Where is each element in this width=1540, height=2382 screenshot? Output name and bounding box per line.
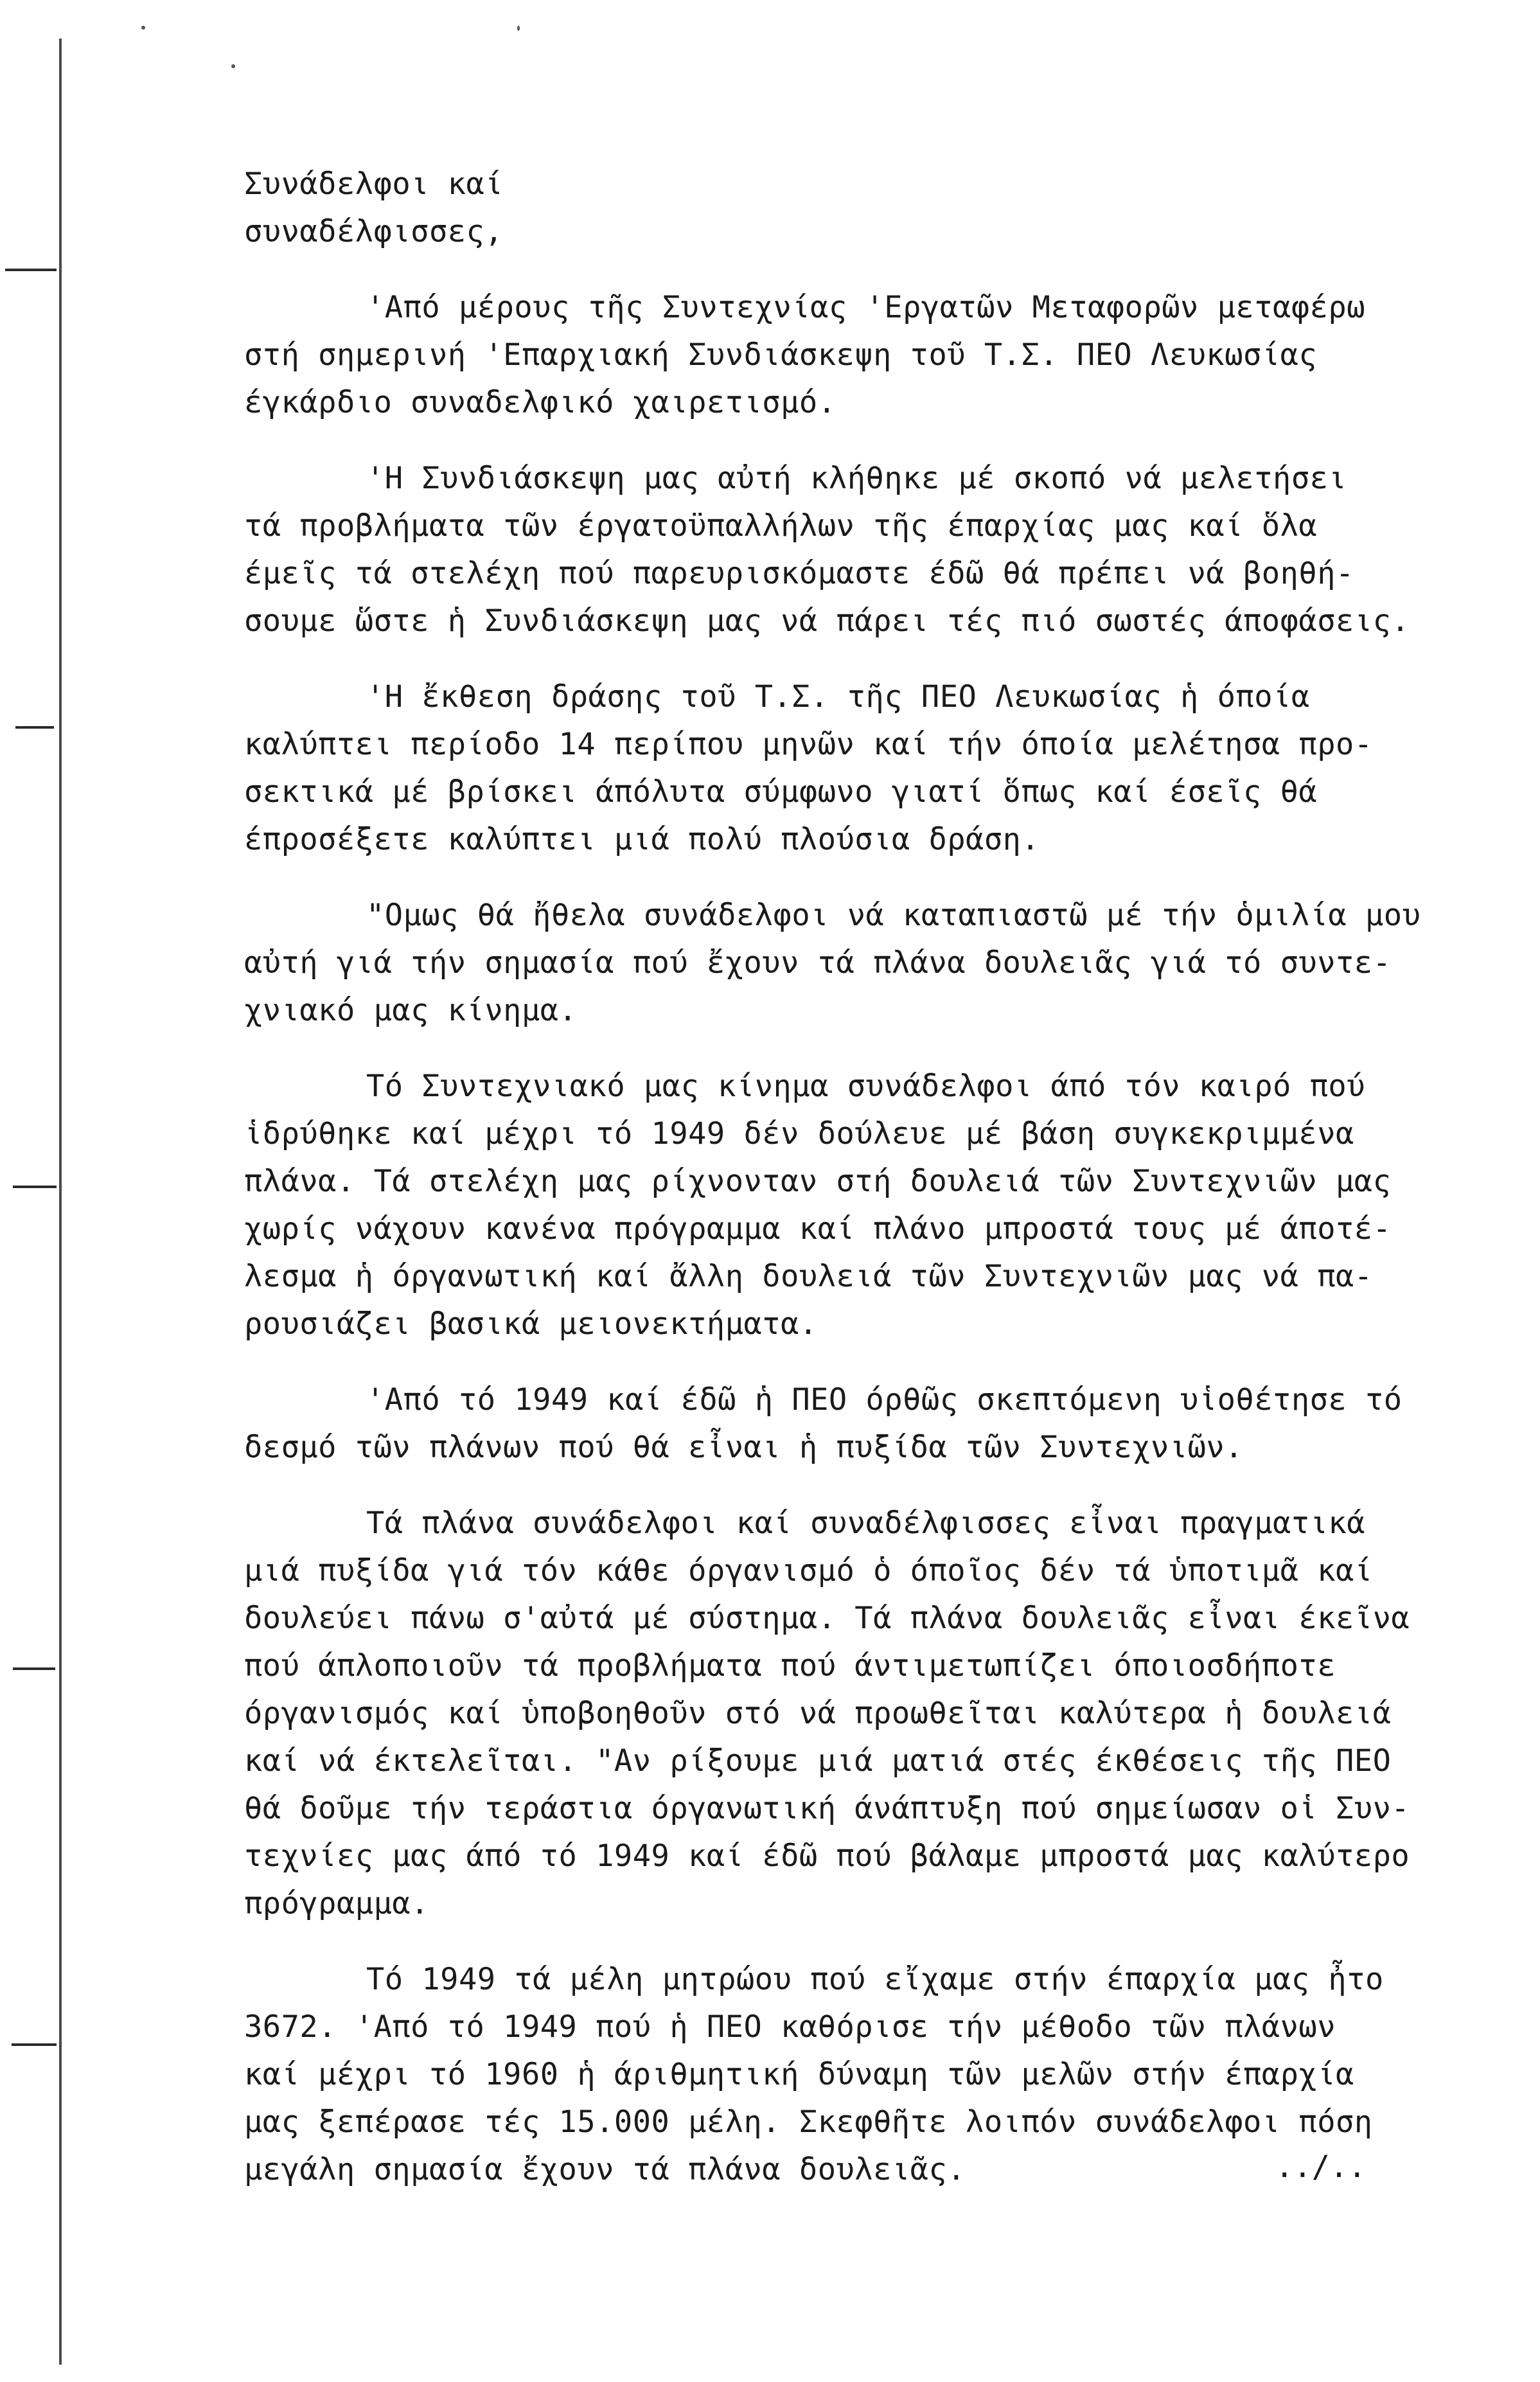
paragraph: [244, 892, 1465, 1035]
paragraph-line: έπροσέξετε καλύπτει μιά πολύ πλούσια δράση.: [244, 822, 1040, 857]
greeting: [244, 161, 1465, 256]
paragraph-line: ἱδρύθηκε καί μέχρι τό 1949 δέν δούλευε μέ βάση συγκεκριμμένα: [244, 1116, 1354, 1151]
paragraph-line: 'Από μέρους τῆς Συντεχνίας 'Εργατῶν Μεταφορῶν μεταφέρω: [366, 290, 1366, 325]
paragraph-line: 3672. 'Από τό 1949 πού ἡ ΠΕΟ καθόρισε τήν μέθοδο τῶν πλάνων: [244, 2009, 1336, 2045]
scan-speck: [517, 26, 520, 31]
paragraph: [244, 1063, 1465, 1348]
scan-speck: [141, 26, 145, 30]
paragraph-line: στή σημερινή 'Επαρχιακή Συνδιάσκεψη τοῦ Τ.Σ. ΠΕΟ Λευκωσίας: [244, 337, 1318, 373]
paragraph: [244, 1500, 1465, 1928]
margin-tick: [12, 2043, 57, 2046]
margin-tick: [5, 269, 57, 271]
paragraph-line: δουλεύει πάνω σ'αὐτά μέ σύστημα. Τά πλάνα δουλειᾶς εἶναι έκεῖνα: [244, 1601, 1410, 1636]
paragraph: [244, 455, 1465, 645]
paragraph-line: ρουσιάζει βασικά μειονεκτήματα.: [244, 1306, 818, 1342]
paragraph-line: θά δοῦμε τήν τεράστια όργανωτική άνάπτυξη πού σημείωσαν οἱ Συν-: [244, 1791, 1410, 1826]
paragraph-line: 'Από τό 1949 καί έδῶ ἡ ΠΕΟ όρθῶς σκεπτόμενη υἱοθέτησε τό: [366, 1382, 1403, 1418]
paragraph: [244, 284, 1465, 427]
paragraph-line: καλύπτει περίοδο 14 περίπου μηνῶν καί τήν όποία μελέτησα προ-: [244, 727, 1373, 762]
paragraph-line: πού άπλοποιοῦν τά προβλήματα πού άντιμετωπίζει όποιοσδήποτε: [244, 1648, 1336, 1684]
left-margin-rule: [59, 39, 62, 2365]
paragraph: [244, 1376, 1465, 1471]
paragraph-line: καί νά έκτελεῖται. "Αν ρίξουμε μιά ματιά στές έκθέσεις τῆς ΠΕΟ: [244, 1743, 1392, 1779]
paragraph-line: σεκτικά μέ βρίσκει άπόλυτα σύμφωνο γιατί ὅπως καί έσεῖς θά: [244, 774, 1318, 810]
paragraph-line: όργανισμός καί ὑποβοηθοῦν στό νά προωθεῖται καλύτερα ἡ δουλειά: [244, 1696, 1392, 1731]
paragraph-line: έμεῖς τά στελέχη πού παρευρισκόμαστε έδῶ θά πρέπει νά βοηθή-: [244, 556, 1354, 591]
letter-body: [244, 161, 1465, 2194]
paragraph-line: Τό Συντεχνιακό μας κίνημα συνάδελφοι άπό τόν καιρό πού: [366, 1069, 1366, 1104]
paragraph-line: λεσμα ἡ όργανωτική καί ἄλλη δουλειά τῶν Συντεχνιῶν μας νά πα-: [244, 1259, 1373, 1294]
paragraph-line: χωρίς νάχουν κανένα πρόγραμμα καί πλάνο μπροστά τους μέ άποτέ-: [244, 1211, 1392, 1247]
margin-tick: [13, 1667, 55, 1670]
paragraph-line: 'Η ἔκθεση δράσης τοῦ Τ.Σ. τῆς ΠΕΟ Λευκωσίας ἡ όποία: [366, 679, 1310, 715]
margin-tick: [13, 1186, 57, 1188]
paragraph-line: πρόγραμμα.: [244, 1886, 429, 1921]
scan-speck: [231, 64, 235, 68]
continuation-mark: ../..: [1275, 2149, 1367, 2185]
paragraph-line: 'Η Συνδιάσκεψη μας αὐτή κλήθηκε μέ σκοπό νά μελετήσει: [366, 461, 1347, 496]
paragraph-line: τά προβλήματα τῶν έργατοϋπαλλήλων τῆς έπαρχίας μας καί ὅλα: [244, 508, 1318, 544]
paragraph-line: έγκάρδιο συναδελφικό χαιρετισμό.: [244, 385, 836, 420]
paragraph-line: πλάνα. Τά στελέχη μας ρίχνονταν στή δουλειά τῶν Συντεχνιῶν μας: [244, 1164, 1392, 1199]
greeting-line: Συνάδελφοι καί: [244, 166, 504, 202]
margin-tick: [15, 726, 54, 729]
paragraph-line: δεσμό τῶν πλάνων πού θά εἶναι ἡ πυξίδα τῶν Συντεχνιῶν.: [244, 1430, 1244, 1465]
paragraph-line: Τά πλάνα συνάδελφοι καί συναδέλφισσες εἶναι πραγματικά: [366, 1506, 1366, 1541]
paragraph-line: "Ομως θά ἤθελα συνάδελφοι νά καταπιαστῶ μέ τήν ὁμιλία μου: [366, 898, 1421, 933]
greeting-line: συναδέλφισσες,: [244, 214, 504, 249]
paragraph-line: τεχνίες μας άπό τό 1949 καί έδῶ πού βάλαμε μπροστά μας καλύτερο: [244, 1838, 1410, 1874]
paragraph-line: καί μέχρι τό 1960 ἡ άριθμητική δύναμη τῶν μελῶν στήν έπαρχία: [244, 2057, 1354, 2092]
paragraph-line: χνιακό μας κίνημα.: [244, 993, 578, 1028]
paragraph-line: μιά πυξίδα γιά τόν κάθε όργανισμό ὁ όποῖος δέν τά ὑποτιμᾶ καί: [244, 1553, 1373, 1588]
paragraph-line: αὐτή γιά τήν σημασία πού ἔχουν τά πλάνα δουλειᾶς γιά τό συντε-: [244, 945, 1392, 981]
paragraph: [244, 673, 1465, 864]
paragraph-line: σουμε ὥστε ἡ Συνδιάσκεψη μας νά πάρει τές πιό σωστές άποφάσεις.: [244, 603, 1410, 639]
paragraph-line: μεγάλη σημασία ἔχουν τά πλάνα δουλειᾶς.: [244, 2152, 966, 2187]
paragraph-line: Τό 1949 τά μέλη μητρώου πού εἴχαμε στήν έπαρχία μας ἦτο: [366, 1962, 1384, 1997]
paragraph-line: μας ξεπέρασε τές 15.000 μέλη. Σκεφθῆτε λοιπόν συνάδελφοι πόση: [244, 2104, 1373, 2140]
